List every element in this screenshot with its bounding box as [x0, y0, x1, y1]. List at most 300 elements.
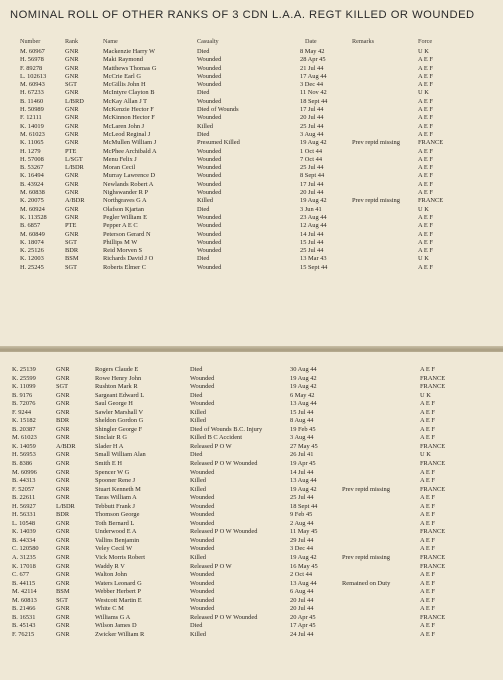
- table-row: [0, 469, 503, 478]
- cell-name: Moran Cecil: [103, 164, 136, 172]
- table-row: [0, 511, 503, 520]
- cell-force: A E F: [418, 155, 433, 163]
- cell-force: A E F: [418, 147, 433, 155]
- cell-name: Shingler George F: [95, 425, 143, 433]
- cell-rank: GNR: [65, 230, 79, 238]
- cell-rank: GNR: [56, 391, 70, 399]
- cell-casualty: Died: [197, 255, 210, 263]
- cell-date: 12 Aug 44: [300, 222, 327, 230]
- cell-number: A. 31235: [12, 554, 36, 562]
- table-row: [0, 503, 503, 512]
- cell-date: 23 Aug 44: [300, 213, 327, 221]
- cell-name: Pegler William E: [103, 213, 147, 221]
- cell-casualty: Wounded: [197, 155, 222, 163]
- cell-casualty: Wounded: [190, 502, 215, 510]
- cell-rank: PTE: [65, 222, 77, 230]
- table-row: [0, 631, 503, 640]
- cell-name: McKinnon Hector F: [103, 114, 155, 122]
- cell-casualty: Wounded: [190, 511, 215, 519]
- cell-casualty: Died of Wounds B.C. Injury: [190, 425, 263, 433]
- header-force: Force: [418, 38, 433, 45]
- cell-remarks: Prev reptd missing: [342, 554, 390, 562]
- cell-number: K. 17018: [12, 562, 36, 570]
- table-row: [0, 383, 503, 392]
- cell-rank: GNR: [56, 579, 70, 587]
- cell-force: A E F: [420, 579, 435, 587]
- cell-rank: SGT: [65, 238, 78, 246]
- cell-date: 16 May 45: [290, 562, 318, 570]
- cell-force: U K: [420, 391, 431, 399]
- cell-casualty: Died: [197, 89, 210, 97]
- cell-number: H. 56331: [12, 511, 36, 519]
- cell-name: McKay Allan J T: [103, 97, 148, 105]
- cell-number: M. 42114: [12, 588, 37, 596]
- cell-name: McCrie Earl G: [103, 72, 141, 80]
- cell-name: Slader H A: [95, 442, 124, 450]
- cell-name: Rushton Mark R: [95, 383, 138, 391]
- cell-date: 3 Dec 44: [290, 545, 314, 553]
- roll-table-lower: [0, 366, 503, 640]
- table-row: [0, 614, 503, 623]
- table-row: [0, 181, 503, 189]
- cell-date: 13 Aug 44: [290, 400, 317, 408]
- cell-date: 13 Aug 44: [290, 579, 317, 587]
- cell-casualty: Killed: [190, 408, 206, 416]
- cell-date: 27 May 45: [290, 442, 318, 450]
- cell-casualty: Wounded: [197, 189, 222, 197]
- cell-force: A E F: [420, 596, 435, 604]
- cell-date: 18 Sept 44: [290, 502, 318, 510]
- cell-rank: GNR: [56, 451, 70, 459]
- cell-force: FRANCE: [420, 460, 446, 468]
- cell-date: 11 May 45: [290, 528, 318, 536]
- cell-date: 21 Jul 44: [300, 64, 324, 72]
- cell-casualty: Wounded: [197, 81, 222, 89]
- cell-name: McPhee Archibald A: [103, 147, 157, 155]
- cell-rank: L/SGT: [65, 155, 83, 163]
- cell-casualty: Died: [197, 48, 210, 55]
- cell-date: 2 Oct 44: [290, 571, 313, 579]
- cell-casualty: Wounded: [190, 545, 215, 553]
- cell-name: Spooner Rene J: [95, 477, 136, 485]
- cell-name: Walton John: [95, 571, 127, 579]
- cell-remarks: Remained on Duty: [342, 579, 391, 587]
- cell-force: A E F: [418, 72, 433, 80]
- cell-number: H. 56953: [12, 451, 36, 459]
- cell-number: L. 10548: [12, 519, 36, 527]
- cell-rank: GNR: [65, 106, 79, 114]
- cell-date: 19 Aug 42: [300, 197, 327, 205]
- cell-number: B. 8386: [12, 460, 33, 468]
- cell-number: B. 6857: [20, 222, 41, 230]
- cell-date: 9 Feb 45: [290, 511, 313, 519]
- cell-remarks: Prev reptd missing: [352, 139, 400, 147]
- cell-rank: GNR: [56, 366, 70, 373]
- cell-date: 14 Jul 44: [290, 468, 314, 476]
- cell-casualty: Killed: [190, 485, 206, 493]
- cell-name: Zwicker William R: [95, 630, 145, 638]
- cell-date: 7 Oct 44: [300, 155, 323, 163]
- header-casualty: Casualty: [197, 38, 219, 45]
- cell-casualty: Died: [190, 366, 203, 373]
- cell-rank: BDR: [56, 417, 70, 425]
- cell-casualty: Wounded: [190, 571, 215, 579]
- cell-force: FRANCE: [420, 442, 446, 450]
- cell-number: H. 25245: [20, 263, 44, 271]
- cell-date: 8 Aug 44: [290, 417, 314, 425]
- cell-name: Stuart Kenneth M: [95, 485, 141, 493]
- cell-force: A E F: [418, 238, 433, 246]
- cell-name: Toth Bernard L: [95, 519, 135, 527]
- table-row: [0, 563, 503, 572]
- table-row: [0, 106, 503, 114]
- cell-force: A E F: [418, 81, 433, 89]
- cell-casualty: Wounded: [197, 172, 222, 180]
- cell-date: 19 Aug 42: [290, 485, 317, 493]
- cell-casualty: Wounded: [197, 263, 222, 271]
- cell-date: 24 Jul 44: [290, 630, 314, 638]
- cell-date: 8 May 42: [300, 48, 325, 55]
- cell-force: A E F: [418, 122, 433, 130]
- cell-force: A E F: [420, 536, 435, 544]
- cell-date: 15 Jul 44: [290, 408, 314, 416]
- cell-number: M. 61023: [20, 130, 45, 138]
- table-row: [0, 148, 503, 156]
- cell-date: 25 Jul 44: [300, 247, 324, 255]
- cell-date: 19 Aug 42: [290, 554, 317, 562]
- cell-date: 8 Sept 44: [300, 172, 325, 180]
- cell-rank: GNR: [56, 400, 70, 408]
- cell-number: K. 113528: [20, 213, 47, 221]
- cell-casualty: Died: [197, 130, 210, 138]
- cell-force: A E F: [418, 97, 433, 105]
- cell-casualty: Wounded: [190, 519, 215, 527]
- cell-name: Maki Raymond: [103, 56, 143, 64]
- cell-force: A E F: [420, 511, 435, 519]
- cell-date: 15 Jul 44: [300, 238, 324, 246]
- cell-number: K. 14019: [20, 122, 44, 130]
- cell-name: Reid Morven S: [103, 247, 143, 255]
- cell-number: K. 25126: [20, 247, 44, 255]
- table-row: [0, 520, 503, 529]
- cell-number: M. 60838: [20, 189, 45, 197]
- header-date: Date: [305, 38, 317, 45]
- table-row: [0, 486, 503, 495]
- cell-force: A E F: [418, 106, 433, 114]
- cell-date: 19 Feb 45: [290, 425, 316, 433]
- cell-force: A E F: [420, 468, 435, 476]
- cell-name: Nighswander R P: [103, 189, 149, 197]
- cell-name: Menu Felix J: [103, 155, 137, 163]
- cell-rank: A/BDR: [65, 197, 85, 205]
- cell-casualty: Wounded: [190, 494, 215, 502]
- cell-date: 28 Apr 45: [300, 56, 326, 64]
- table-row: [0, 622, 503, 631]
- cell-rank: SGT: [56, 383, 69, 391]
- cell-casualty: Released P O W Wounded: [190, 613, 258, 621]
- cell-number: M. 60813: [12, 596, 37, 604]
- table-row: [0, 214, 503, 222]
- table-row: [0, 98, 503, 106]
- cell-rank: GNR: [56, 630, 70, 638]
- cell-force: FRANCE: [420, 613, 446, 621]
- cell-rank: GNR: [65, 130, 79, 138]
- cell-force: FRANCE: [418, 197, 444, 205]
- cell-name: Waddy R V: [95, 562, 125, 570]
- cell-date: 20 Jul 44: [300, 189, 324, 197]
- cell-number: C. 677: [12, 571, 30, 579]
- cell-number: K. 25599: [12, 374, 36, 382]
- cell-casualty: Wounded: [190, 536, 215, 544]
- cell-date: 17 Apr 45: [290, 622, 316, 630]
- table-row: [0, 239, 503, 247]
- cell-force: U K: [418, 89, 429, 97]
- cell-rank: L/BRD: [65, 97, 84, 105]
- cell-name: Northgraves G A: [103, 197, 147, 205]
- cell-force: A E F: [418, 172, 433, 180]
- table-row: [0, 81, 503, 89]
- cell-name: Sheldon Gordon G: [95, 417, 144, 425]
- cell-name: Phillips M W: [103, 238, 138, 246]
- cell-force: A E F: [420, 477, 435, 485]
- cell-force: A E F: [418, 56, 433, 64]
- cell-casualty: Died of Wounds: [197, 106, 239, 114]
- cell-date: 6 Aug 44: [290, 588, 314, 596]
- table-row: [0, 222, 503, 230]
- cell-name: Peterson Gerard N: [103, 230, 151, 238]
- cell-force: U K: [420, 451, 431, 459]
- cell-casualty: Wounded: [190, 468, 215, 476]
- cell-rank: GNR: [56, 434, 70, 442]
- cell-casualty: Wounded: [197, 222, 222, 230]
- cell-rank: GNR: [65, 213, 79, 221]
- cell-casualty: Wounded: [190, 374, 215, 382]
- cell-date: 20 Jul 44: [290, 596, 314, 604]
- cell-force: A E F: [420, 545, 435, 553]
- table-row: [0, 73, 503, 81]
- cell-rank: GNR: [65, 180, 79, 188]
- cell-rank: BSM: [56, 588, 70, 596]
- cell-rank: GNR: [56, 613, 70, 621]
- cell-casualty: Died: [197, 205, 210, 213]
- cell-force: A E F: [418, 230, 433, 238]
- cell-number: F. 76215: [12, 630, 35, 638]
- cell-name: Olafson Kjartan: [103, 205, 144, 213]
- cell-force: A E F: [418, 164, 433, 172]
- table-row: [0, 597, 503, 606]
- cell-name: McKenzie Hector F: [103, 106, 154, 114]
- cell-rank: GNR: [56, 528, 70, 536]
- cell-date: 17 Jul 44: [300, 106, 324, 114]
- cell-rank: GNR: [65, 139, 79, 147]
- cell-force: A E F: [420, 519, 435, 527]
- cell-date: 26 Jul 41: [290, 451, 314, 459]
- cell-date: 30 Aug 44: [290, 366, 317, 373]
- cell-number: M. 61023: [12, 434, 37, 442]
- table-row: [0, 434, 503, 443]
- cell-rank: GNR: [56, 571, 70, 579]
- cell-rank: GNR: [65, 72, 79, 80]
- cell-rank: GNR: [56, 425, 70, 433]
- cell-number: M. 60924: [20, 205, 45, 213]
- cell-number: B. 20387: [12, 425, 36, 433]
- cell-force: A E F: [420, 400, 435, 408]
- cell-force: A E F: [418, 114, 433, 122]
- cell-number: K. 25139: [12, 366, 36, 373]
- cell-casualty: Wounded: [197, 97, 222, 105]
- cell-force: A E F: [420, 630, 435, 638]
- table-row: [0, 172, 503, 180]
- cell-number: B. 45143: [12, 622, 36, 630]
- cell-number: K. 14039: [12, 528, 36, 536]
- cell-date: 3 Jun 41: [300, 205, 322, 213]
- cell-force: A E F: [420, 494, 435, 502]
- table-row: [0, 460, 503, 469]
- cell-number: K. 11065: [20, 139, 44, 147]
- cell-number: H. 56927: [12, 502, 36, 510]
- cell-rank: GNR: [65, 48, 79, 55]
- cell-number: F. 12111: [20, 114, 42, 122]
- table-row: [0, 255, 503, 263]
- cell-rank: SGT: [65, 263, 78, 271]
- cell-date: 25 Jul 44: [290, 494, 314, 502]
- cell-number: B. 9176: [12, 391, 33, 399]
- cell-number: H. 1279: [20, 147, 41, 155]
- cell-casualty: Wounded: [190, 605, 215, 613]
- cell-name: Vallins Benjamin: [95, 536, 140, 544]
- table-row: [0, 528, 503, 537]
- table-row: [0, 206, 503, 214]
- cell-casualty: Wounded: [197, 213, 222, 221]
- cell-number: F. 9244: [12, 408, 32, 416]
- cell-rank: SGT: [65, 81, 78, 89]
- cell-rank: GNR: [56, 554, 70, 562]
- cell-rank: GNR: [56, 468, 70, 476]
- cell-name: Richards David J O: [103, 255, 154, 263]
- table-row: [0, 443, 503, 452]
- cell-casualty: Wounded: [197, 64, 222, 72]
- cell-number: B. 11460: [20, 97, 44, 105]
- cell-date: 19 Apr 45: [290, 460, 316, 468]
- table-row: [0, 554, 503, 563]
- header-name: Name: [103, 38, 118, 45]
- cell-name: Thomson George: [95, 511, 140, 519]
- cell-force: A E F: [420, 366, 435, 373]
- cell-casualty: Died: [190, 391, 203, 399]
- cell-name: Westcott Martin E: [95, 596, 142, 604]
- cell-casualty: Wounded: [190, 588, 215, 596]
- table-row: [0, 409, 503, 418]
- cell-force: A E F: [418, 213, 433, 221]
- cell-number: K. 16494: [20, 172, 44, 180]
- cell-date: 13 Aug 44: [290, 477, 317, 485]
- table-row: [0, 545, 503, 554]
- cell-name: Sawler Marshall V: [95, 408, 144, 416]
- cell-name: McLaren John J: [103, 122, 145, 130]
- cell-rank: GNR: [65, 56, 79, 64]
- cell-name: Small William Alan: [95, 451, 146, 459]
- cell-casualty: Wounded: [197, 247, 222, 255]
- cell-force: FRANCE: [420, 528, 446, 536]
- cell-date: 25 Jul 44: [300, 164, 324, 172]
- table-row: [0, 537, 503, 546]
- cell-number: B. 43924: [20, 180, 44, 188]
- table-row: [0, 48, 503, 56]
- cell-rank: GNR: [56, 562, 70, 570]
- cell-number: F. 89278: [20, 64, 43, 72]
- cell-force: FRANCE: [420, 554, 446, 562]
- cell-rank: GNR: [56, 605, 70, 613]
- cell-name: Saul George H: [95, 400, 133, 408]
- table-row: [0, 571, 503, 580]
- cell-force: FRANCE: [420, 562, 446, 570]
- cell-name: Sinclair R G: [95, 434, 127, 442]
- cell-force: A E F: [418, 130, 433, 138]
- cell-name: Spencer W G: [95, 468, 130, 476]
- cell-rank: GNR: [65, 172, 79, 180]
- table-row: [0, 164, 503, 172]
- cell-number: H. 57008: [20, 155, 44, 163]
- cell-date: 19 Aug 42: [290, 383, 317, 391]
- cell-casualty: Died: [190, 451, 203, 459]
- table-row: [0, 247, 503, 255]
- cell-force: A E F: [418, 64, 433, 72]
- cell-force: U K: [418, 255, 429, 263]
- cell-casualty: Presumed Killed: [197, 139, 240, 147]
- cell-number: H. 50989: [20, 106, 44, 114]
- cell-date: 18 Sept 44: [300, 97, 328, 105]
- cell-rank: GNR: [56, 519, 70, 527]
- cell-casualty: Wounded: [190, 400, 215, 408]
- cell-rank: GNR: [65, 114, 79, 122]
- table-row: [0, 375, 503, 384]
- cell-rank: GNR: [65, 189, 79, 197]
- cell-number: K. 14059: [12, 442, 36, 450]
- cell-remarks: Prev reptd missing: [342, 485, 390, 493]
- cell-date: 25 Jul 44: [300, 122, 324, 130]
- cell-casualty: Released P O W: [190, 442, 232, 450]
- cell-remarks: Prev reptd missing: [352, 197, 400, 205]
- cell-rank: BSM: [65, 255, 79, 263]
- cell-force: A E F: [420, 588, 435, 596]
- table-row: [0, 366, 503, 375]
- cell-rank: GNR: [56, 374, 70, 382]
- cell-date: 3 Aug 44: [300, 130, 324, 138]
- cell-number: B. 44313: [12, 477, 36, 485]
- cell-name: Newlands Robert A: [103, 180, 154, 188]
- table-row: [0, 139, 503, 147]
- cell-name: Sargeant Edward L: [95, 391, 145, 399]
- cell-force: FRANCE: [420, 383, 446, 391]
- cell-date: 19 Aug 42: [300, 139, 327, 147]
- table-row: [0, 477, 503, 486]
- cell-rank: A/BDR: [56, 442, 76, 450]
- cell-name: Pepper A E C: [103, 222, 138, 230]
- cell-number: K. 12003: [20, 255, 44, 263]
- cell-date: 19 Aug 42: [290, 374, 317, 382]
- cell-date: 3 Dec 44: [300, 81, 324, 89]
- cell-casualty: Wounded: [197, 114, 222, 122]
- table-row: [0, 123, 503, 131]
- cell-name: McLeod Reginal J: [103, 130, 151, 138]
- cell-casualty: Wounded: [197, 72, 222, 80]
- cell-casualty: Killed: [197, 197, 213, 205]
- cell-force: A E F: [420, 502, 435, 510]
- cell-force: A E F: [418, 189, 433, 197]
- cell-rank: BDR: [56, 511, 70, 519]
- cell-name: Rowe Henry John: [95, 374, 142, 382]
- table-row: [0, 605, 503, 614]
